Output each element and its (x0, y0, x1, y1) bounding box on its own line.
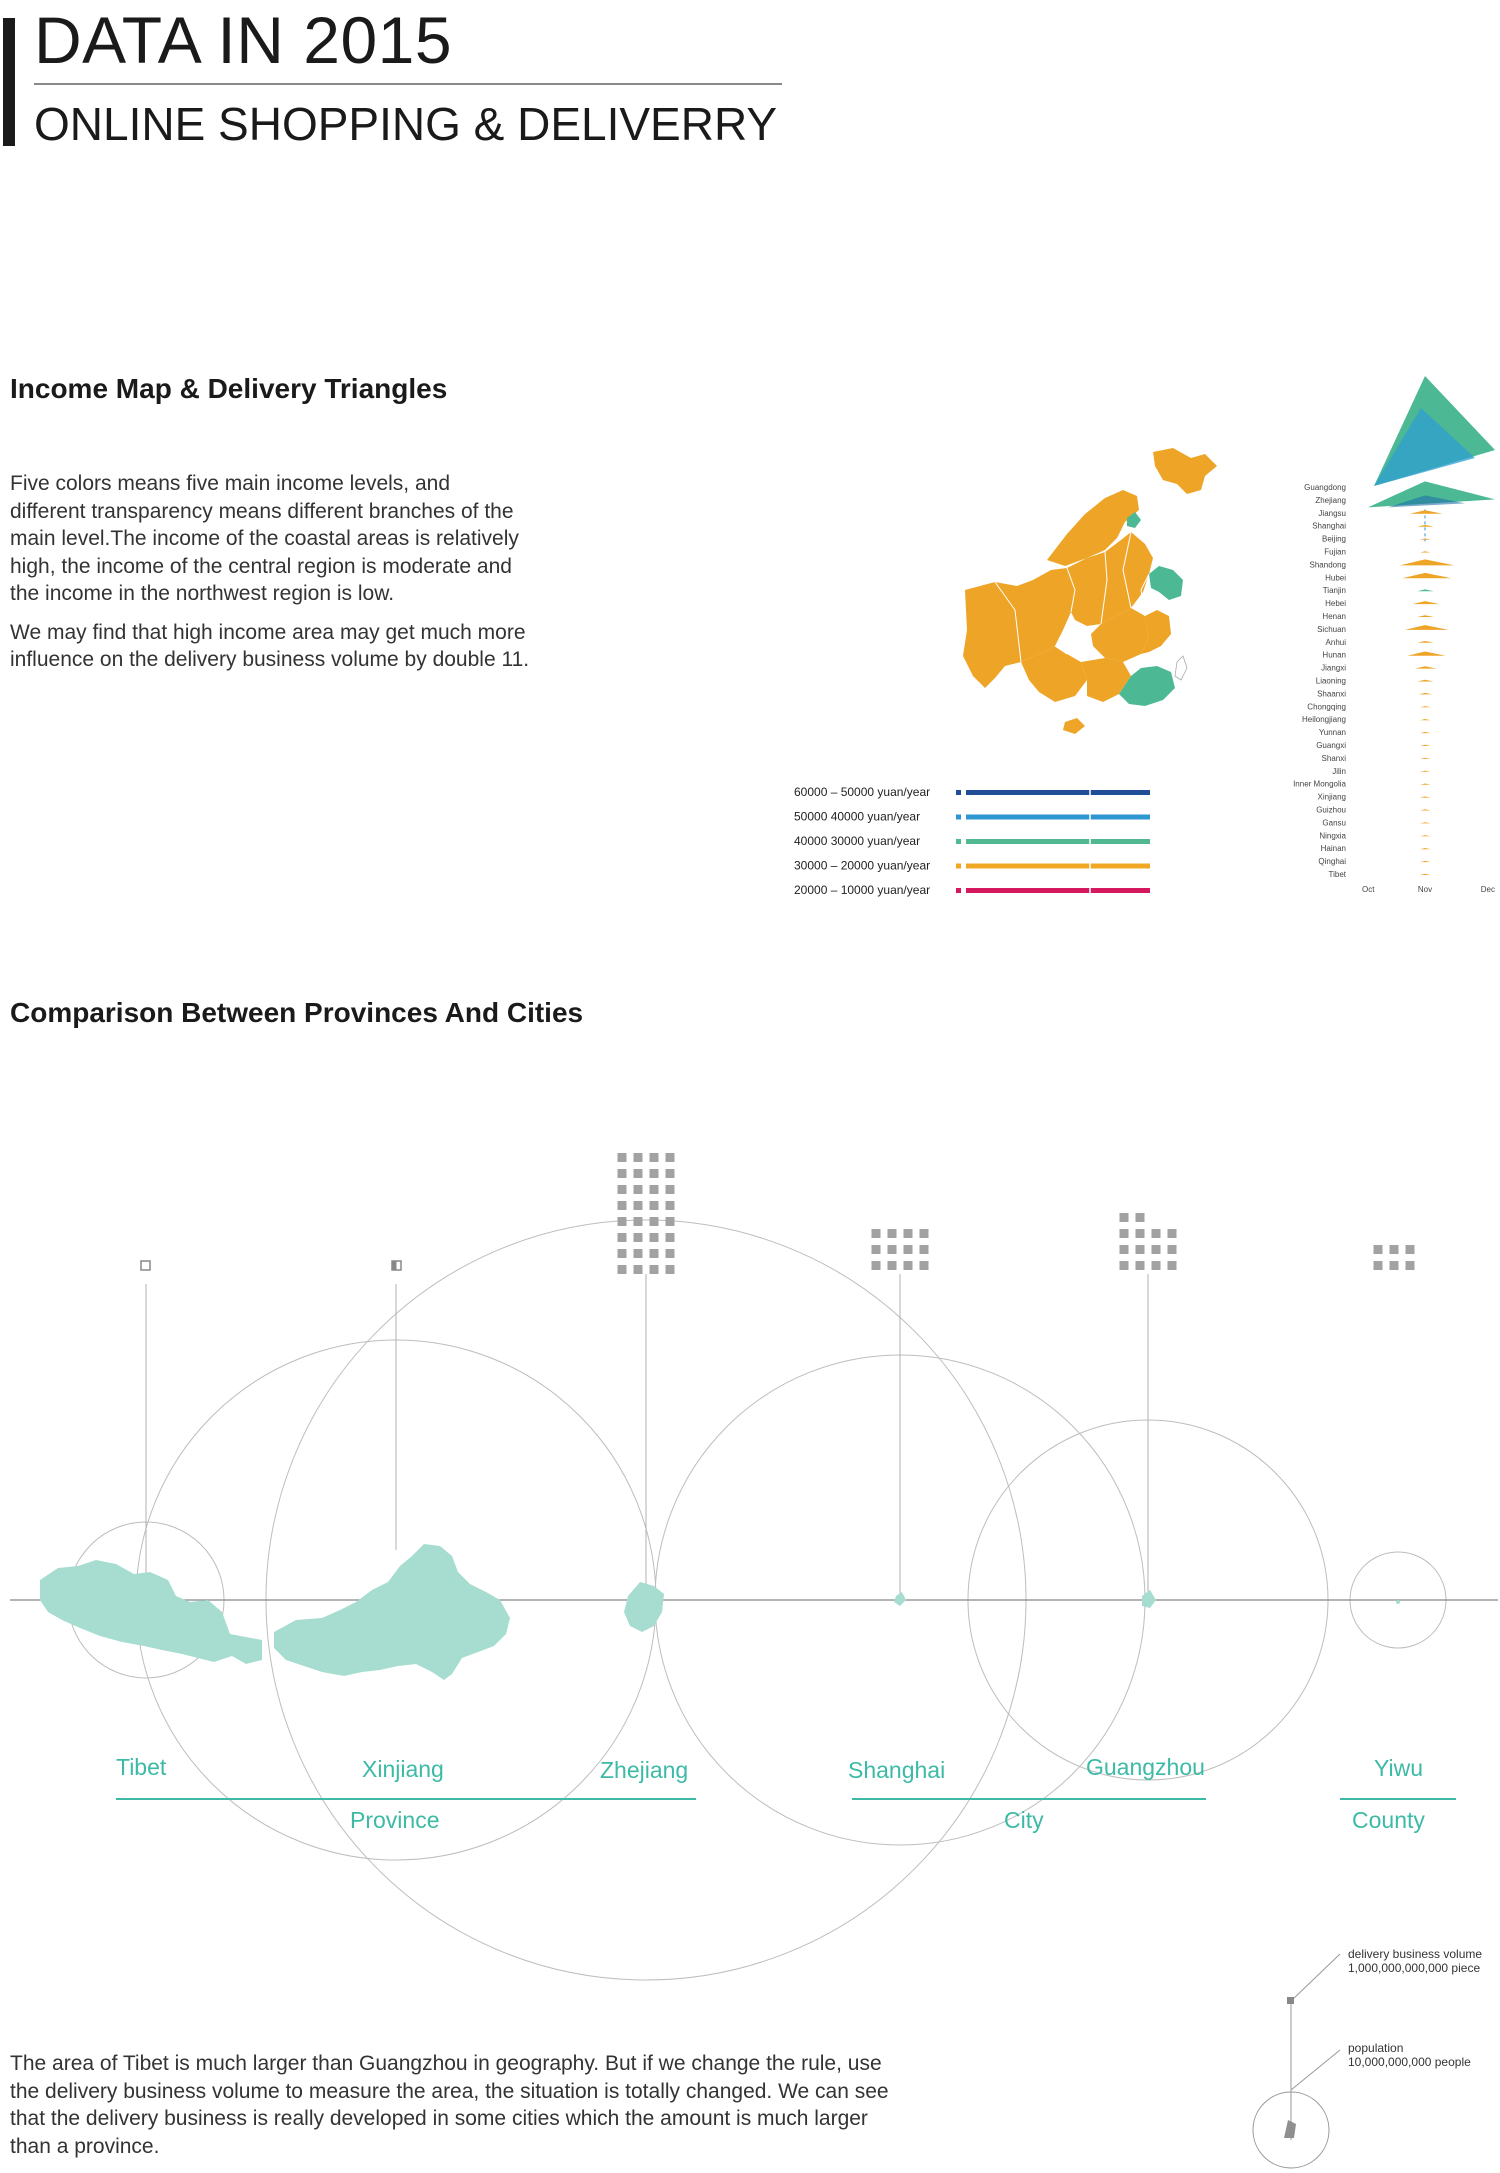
triangle-label-beijing: Beijing (1321, 534, 1346, 544)
volume-square (1152, 1261, 1161, 1270)
triangle-label-inner-mongolia: Inner Mongolia (1293, 779, 1346, 789)
legend-label-3: 30000 – 20000 yuan/year (794, 858, 931, 873)
triangle-jiangsu (1410, 510, 1443, 514)
triangle-guangxi (1420, 745, 1430, 746)
volume-square (666, 1169, 675, 1178)
triangle-label-shanxi: Shanxi (1321, 753, 1346, 763)
legend-bar-0 (966, 790, 1150, 795)
legend-dot-2 (956, 839, 961, 844)
stems (146, 1274, 1148, 1600)
triangle-label-sichuan: Sichuan (1317, 624, 1346, 634)
title-divider (34, 83, 782, 85)
triangle-jiangxi (1415, 666, 1437, 668)
volume-square (1406, 1261, 1415, 1270)
volume-square (1168, 1261, 1177, 1270)
triangle-label-shanghai: Shanghai (1312, 521, 1346, 531)
triangle-label-jilin: Jilin (1332, 766, 1346, 776)
triangle-shanghai (1417, 525, 1433, 527)
triangle-guizhou (1420, 809, 1430, 810)
map-region-northeast (1153, 448, 1217, 494)
volume-square (650, 1265, 659, 1274)
triangle-label-gansu: Gansu (1322, 818, 1346, 828)
x-tick-nov: Nov (1417, 884, 1433, 894)
triangle-label-shandong: Shandong (1309, 560, 1346, 570)
volume-square (872, 1229, 881, 1238)
volume-square (634, 1217, 643, 1226)
volume-square (1168, 1229, 1177, 1238)
triangle-label-guangxi: Guangxi (1316, 741, 1346, 750)
label-xinjiang: Xinjiang (362, 1756, 444, 1782)
legend-bar-2 (966, 839, 1150, 844)
volume-square (650, 1249, 659, 1258)
volume-square (1120, 1261, 1129, 1270)
group-label-city: City (1004, 1807, 1044, 1833)
tibet-volume-square (141, 1261, 150, 1270)
volume-square (888, 1229, 897, 1238)
triangle-inner-mongolia (1420, 784, 1430, 785)
comparison-description (10, 2050, 900, 2160)
volume-square (618, 1153, 627, 1162)
legend-delivery-title: delivery business volume (1348, 1947, 1483, 1961)
triangle-tibet (1420, 874, 1430, 875)
volume-square (1136, 1261, 1145, 1270)
group-label-province: Province (350, 1807, 440, 1833)
title-accent-bar (3, 18, 15, 146)
legend-bar-3 (966, 864, 1150, 869)
label-guangzhou: Guangzhou (1086, 1754, 1205, 1780)
volume-square (1406, 1245, 1415, 1254)
volume-square (634, 1153, 643, 1162)
triangle-label-jiangsu: Jiangsu (1318, 508, 1346, 518)
legend-bar-1 (966, 815, 1150, 820)
volume-square (872, 1261, 881, 1270)
income-legend (790, 780, 1170, 900)
income-description (10, 470, 530, 674)
volume-square (872, 1245, 881, 1254)
triangle-label-qinghai: Qinghai (1318, 857, 1346, 867)
volume-square (1390, 1245, 1399, 1254)
volume-square (650, 1233, 659, 1242)
legend-dot-3 (956, 864, 961, 869)
volume-square (666, 1185, 675, 1194)
volume-square (666, 1265, 675, 1274)
triangle-label-tibet: Tibet (1328, 870, 1346, 879)
volume-square (920, 1261, 929, 1270)
volume-square (1120, 1213, 1129, 1222)
volume-square (618, 1233, 627, 1242)
triangle-label-fujian: Fujian (1324, 547, 1346, 557)
zhejiang-shape (624, 1582, 664, 1632)
legend-bar-4 (966, 888, 1150, 893)
triangle-shaanxi (1419, 693, 1433, 695)
triangle-xinjiang (1420, 796, 1430, 797)
triangle-label-zhejiang: Zhejiang (1315, 495, 1346, 505)
volume-square (904, 1261, 913, 1270)
volume-square (634, 1233, 643, 1242)
comparison-section-heading: Comparison Between Provinces And Cities (10, 997, 584, 1028)
triangle-shandong (1400, 559, 1455, 565)
volume-square (634, 1265, 643, 1274)
volume-square (666, 1153, 675, 1162)
guangzhou-volume-grid (1120, 1213, 1177, 1270)
legend-label-2: 40000 30000 yuan/year (794, 834, 921, 848)
volume-square (1374, 1245, 1383, 1254)
triangle-label-guizhou: Guizhou (1316, 805, 1346, 815)
volume-square (1152, 1245, 1161, 1254)
triangle-hubei (1402, 573, 1451, 578)
triangle-label-hunan: Hunan (1322, 650, 1346, 660)
triangle-fujian (1420, 551, 1430, 552)
measure-legend-key (1240, 1940, 1500, 2173)
volume-square (1152, 1229, 1161, 1238)
zhejiang-volume-grid (618, 1153, 675, 1274)
triangle-label-hainan: Hainan (1320, 844, 1346, 854)
volume-square (1120, 1229, 1129, 1238)
legend-population-value: 10,000,000,000 people (1348, 2055, 1471, 2069)
volume-square (618, 1169, 627, 1178)
volume-square (904, 1229, 913, 1238)
volume-square (634, 1201, 643, 1210)
volume-square (1390, 1261, 1399, 1270)
legend-dot-1 (956, 815, 961, 820)
shanghai-shape (894, 1592, 906, 1606)
volume-square (904, 1245, 913, 1254)
triangle-hebei (1412, 601, 1439, 604)
volume-square (1374, 1261, 1383, 1270)
legend-label-0: 60000 – 50000 yuan/year (794, 785, 931, 799)
xinjiang-shape (274, 1544, 510, 1680)
yiwu-volume-grid (1374, 1245, 1415, 1270)
triangle-label-liaoning: Liaoning (1315, 676, 1346, 686)
triangle-jilin (1420, 771, 1430, 772)
triangle-yunnan (1420, 732, 1430, 733)
triangle-label-heilongjiang: Heilongjiang (1301, 715, 1346, 725)
triangle-gansu (1420, 822, 1430, 823)
volume-square (1120, 1245, 1129, 1254)
group-label-county: County (1352, 1807, 1425, 1833)
guangzhou-shape (1142, 1590, 1156, 1608)
label-yiwu: Yiwu (1374, 1755, 1423, 1781)
page-subtitle: ONLINE SHOPPING & DELIVERRY (34, 98, 778, 150)
volume-square (618, 1265, 627, 1274)
volume-square (920, 1245, 929, 1254)
triangle-liaoning (1417, 680, 1433, 682)
legend-label-1: 50000 40000 yuan/year (794, 809, 921, 824)
income-paragraph-1: Five colors means five main income levels, and different transparency means different branches of the main level.The income of the coastal areas is relatively high, the income of the central region is moderate and the income in the northwest region is low. (10, 472, 519, 605)
triangle-shanxi (1420, 758, 1430, 759)
triangle-chongqing (1420, 706, 1431, 707)
triangle-hainan (1420, 848, 1430, 849)
map-region-taiwan (1175, 656, 1187, 680)
triangle-label-hebei: Hebei (1325, 599, 1346, 609)
triangle-label-hubei: Hubei (1325, 573, 1346, 583)
volume-square (618, 1201, 627, 1210)
legend-square-marker (1287, 1997, 1294, 2004)
volume-square (618, 1217, 627, 1226)
triangle-label-ningxia: Ningxia (1319, 831, 1346, 841)
volume-square (888, 1261, 897, 1270)
triangle-ningxia (1420, 835, 1430, 836)
volume-square (1136, 1213, 1145, 1222)
volume-square (1136, 1229, 1145, 1238)
shanghai-volume-grid (872, 1229, 929, 1270)
x-tick-oct: Oct (1362, 884, 1375, 894)
triangle-beijing (1420, 538, 1431, 539)
comparison-diagram (0, 1060, 1500, 2020)
volume-square (618, 1185, 627, 1194)
map-region-east-coast (1149, 566, 1183, 600)
tibet-shape (40, 1560, 262, 1664)
map-region-hainan (1063, 718, 1085, 734)
legend-delivery-value: 1,000,000,000,000 piece (1348, 1961, 1481, 1975)
triangle-label-tianjin: Tianjin (1322, 586, 1346, 596)
triangle-label-henan: Henan (1322, 612, 1346, 621)
yiwu-shape (1396, 1600, 1400, 1604)
triangle-label-shaanxi: Shaanxi (1317, 689, 1346, 699)
triangle-label-anhui: Anhui (1325, 637, 1346, 647)
label-tibet: Tibet (116, 1754, 167, 1780)
volume-square (666, 1249, 675, 1258)
triangle-henan (1417, 615, 1433, 617)
volume-square (650, 1153, 659, 1162)
triangle-heilongjiang (1420, 719, 1430, 720)
volume-square (634, 1169, 643, 1178)
volume-square (650, 1217, 659, 1226)
volume-square (1136, 1245, 1145, 1254)
volume-square (666, 1233, 675, 1242)
triangle-sichuan (1405, 625, 1449, 630)
volume-square (618, 1249, 627, 1258)
legend-dot-0 (956, 790, 961, 795)
x-tick-dec: Dec (1480, 884, 1495, 894)
delivery-triangles-chart (1290, 370, 1500, 900)
income-paragraph-2: We may find that high income area may get much more influence on the delivery business volume by double 11. (10, 620, 530, 671)
triangle-label-xinjiang: Xinjiang (1317, 792, 1346, 802)
triangle-label-chongqing: Chongqing (1307, 702, 1346, 712)
volume-square (650, 1185, 659, 1194)
comparison-paragraph: The area of Tibet is much larger than Guangzhou in geography. But if we change the rule, use the delivery business volume to measure the area, the situation is totally changed. We can see that the delivery business is really developed in some cities which the amount is much larger than a province. (10, 2052, 889, 2158)
volume-square (650, 1169, 659, 1178)
triangle-hunan (1407, 652, 1445, 656)
legend-population-title: population (1348, 2041, 1404, 2055)
volume-square (1168, 1245, 1177, 1254)
income-map (955, 440, 1235, 750)
volume-square (666, 1217, 675, 1226)
income-section-heading: Income Map & Delivery Triangles (10, 373, 448, 404)
label-shanghai: Shanghai (848, 1757, 946, 1783)
triangle-anhui (1417, 641, 1433, 643)
label-zhejiang: Zhejiang (600, 1757, 689, 1783)
triangle-label-yunnan: Yunnan (1318, 728, 1346, 738)
volume-square (888, 1245, 897, 1254)
page-title: DATA IN 2015 (34, 3, 453, 77)
volume-square (634, 1185, 643, 1194)
triangle-label-guangdong: Guangdong (1304, 483, 1346, 492)
legend-label-4: 20000 – 10000 yuan/year (794, 883, 931, 897)
volume-square (920, 1229, 929, 1238)
triangle-tianjin (1417, 589, 1433, 591)
volume-square (634, 1249, 643, 1258)
triangle-label-jiangxi: Jiangxi (1321, 663, 1346, 673)
volume-square (650, 1201, 659, 1210)
legend-dot-4 (956, 888, 961, 893)
volume-square (666, 1201, 675, 1210)
triangle-qinghai (1420, 861, 1430, 862)
